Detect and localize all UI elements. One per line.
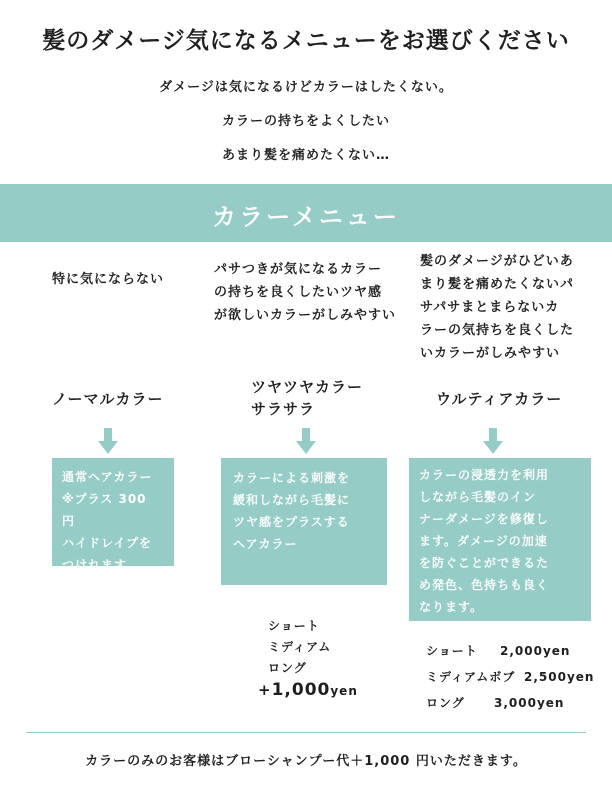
menu-name-line: ウルティアカラー	[436, 390, 563, 408]
description-line: 特に気にならない	[52, 272, 165, 287]
card-line: ます。ダメージの加速	[419, 534, 548, 548]
price-amount: 1,000	[271, 680, 331, 700]
card-line: しながら毛髪のイン	[419, 490, 537, 504]
price-value: 2,500yen	[524, 670, 595, 684]
price-item: ロング	[268, 661, 307, 675]
price-row	[426, 638, 594, 664]
card-line: ナーダメージを修復し	[419, 512, 549, 526]
subtitle-line-2: カラーの持ちをよくしたい	[221, 114, 390, 129]
price-plus: +	[258, 681, 272, 699]
card-line: め発色、色持ちも良く	[419, 578, 550, 592]
page-title: 髪のダメージ気になるメニューをお選びください	[42, 28, 570, 54]
price-name: ミディアムボブ	[426, 670, 516, 684]
column-3-price-list	[426, 638, 594, 716]
price-name: ロング	[426, 696, 465, 710]
column-3-card	[409, 458, 591, 621]
price-row	[426, 690, 594, 716]
menu-name-line: ツヤツヤカラー	[251, 378, 364, 396]
description-line: いカラーがしみやすい	[420, 346, 561, 361]
column-2-price-list	[268, 616, 331, 679]
footer-note: カラーのみのお客様はブローシャンプー代＋1,000 円いただきます。	[85, 754, 527, 769]
price-unit: yen	[330, 684, 358, 698]
card-line: カラーによる刺激を	[233, 471, 351, 485]
description-line: ラーの気持ちを良くした	[420, 323, 575, 338]
column-1-menu-name	[52, 388, 164, 410]
price-row	[426, 664, 594, 690]
price-name: ショート	[426, 644, 478, 658]
price-value: 2,000yen	[500, 644, 571, 658]
column-2-card	[221, 458, 387, 585]
description-line: が欲しいカラーがしみやすい	[214, 308, 397, 323]
card-line: なります。	[419, 600, 484, 614]
description-line: 髪のダメージがひどいあ	[420, 254, 574, 269]
description-line: の持ちを良くしたいツヤ感	[214, 285, 383, 300]
column-1-card	[52, 458, 174, 572]
card-line: つけれます	[62, 558, 128, 572]
footer-divider	[26, 732, 586, 733]
down-arrow-icon	[483, 428, 503, 454]
price-item: ミディアム	[268, 640, 332, 654]
card-line: を防ぐことができるた	[419, 556, 550, 570]
down-arrow-icon	[98, 428, 118, 454]
card-line: ハイドレイプを	[62, 536, 153, 550]
card-line: 通常ヘアカラー	[62, 470, 153, 484]
card-line: カラーの浸透力を利用	[419, 468, 550, 482]
description-line: サパサまとまらないカ	[420, 300, 560, 315]
column-3-description	[420, 250, 574, 365]
column-2-description	[214, 258, 396, 327]
price-value: 3,000yen	[494, 696, 565, 710]
subtitle-line-3: あまり髪を痛めたくない…	[221, 148, 390, 163]
subtitle-line-1: ダメージは気になるけどカラーはしたくない。	[159, 80, 453, 95]
price-item: ショート	[268, 619, 320, 633]
menu-name-line: サラサラ	[251, 400, 316, 418]
column-2-menu-name	[251, 376, 363, 420]
card-line: ※プラス 300 円	[62, 492, 147, 528]
card-line: ツヤ感をプラスする	[233, 515, 350, 529]
card-line: 緩和しながら毛髪に	[233, 493, 351, 507]
column-3-menu-name	[436, 388, 562, 410]
column-1-description	[52, 268, 164, 291]
column-2-price-total	[258, 680, 358, 700]
description-line: まり髪を痛めたくないパ	[420, 277, 575, 292]
menu-banner-label: カラーメニュー	[212, 203, 400, 231]
down-arrow-icon	[296, 428, 316, 454]
card-line: ヘアカラー	[233, 537, 298, 551]
description-line: パサつきが気になるカラー	[214, 262, 383, 277]
menu-name-line: ノーマルカラー	[52, 390, 164, 408]
